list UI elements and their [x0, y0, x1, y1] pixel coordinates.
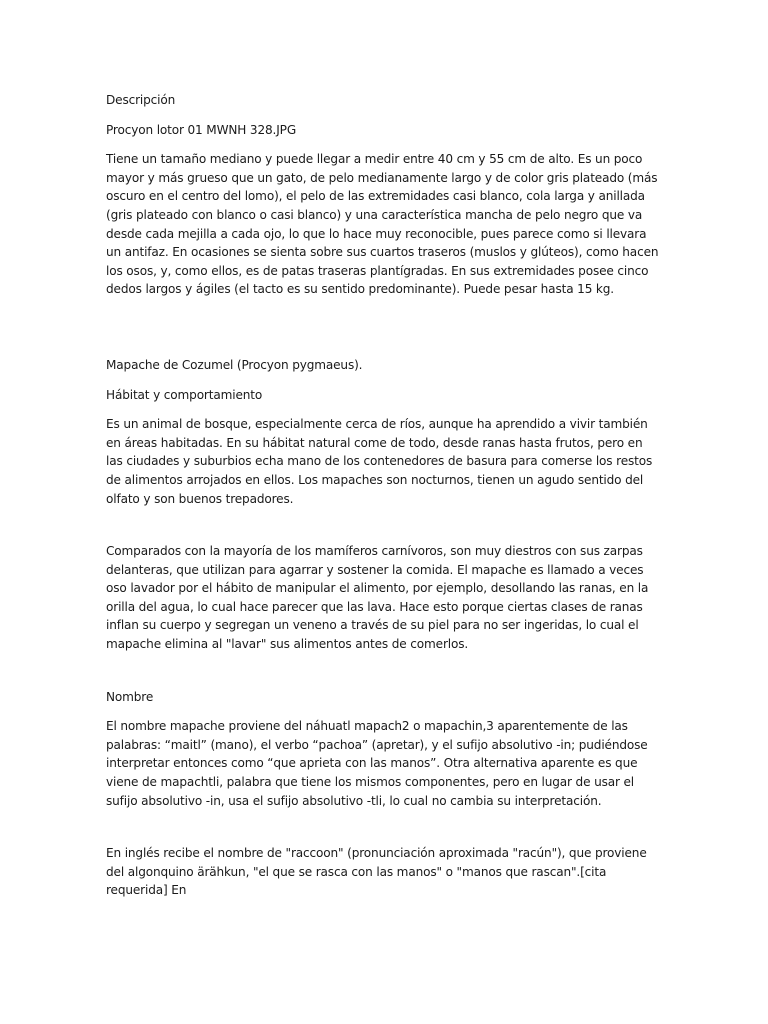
image-caption: Procyon lotor 01 MWNH 328.JPG: [106, 122, 297, 137]
heading-nombre: Nombre: [106, 689, 154, 704]
paragraph-behavior: Comparados con la mayoría de los mamíferos carnívoros, son muy diestros con sus zarpas delanteras, que utilizan para agarrar y sostener la comida. El mapache es llamado a veces oso lavador por el hábito de manipular el alimento, por ejemplo, desollando las ranas, en la orilla del agua, lo cual hace parecer que las lava. Hace esto porque ciertas clases de ranas inflan su cuerpo y segregan un veneno a través de su piel para no ser ingeridas, lo cual el mapache elimina al "lavar" sus alimentos antes de comerlos.: [106, 544, 649, 652]
paragraph-name-origin: El nombre mapache proviene del náhuatl mapach2 o mapachin,3 aparentemente de las palabras: “maitl” (mano), el verbo “pachoa” (apretar), y el sufijo absolutivo -in; pudiéndose interpretar entonces como “que aprieta con las manos”. Otra alternativa aparente es que viene de mapachtli, palabra que tiene los mismos componentes, pero en lugar de usar el sufijo absolutivo -in, usa el sufijo absolutivo -tli, lo cual no cambia su interpretación.: [106, 719, 648, 808]
heading-descripcion: Descripción: [106, 93, 176, 107]
image-caption-cozumel: Mapache de Cozumel (Procyon pygmaeus).: [106, 357, 363, 372]
paragraph-habitat: Es un animal de bosque, especialmente cerca de ríos, aunque ha aprendido a vivir también en áreas habitadas. En su hábitat natural come de todo, desde ranas hasta frutos, pero en las ciudades y suburbios echa mano de los contenedores de basura para comerse los restos de alimentos arrojados en ellos. Los mapaches son nocturnos, tienen un agudo sentido del olfato y son buenos trepadores.: [106, 417, 653, 506]
document-body: [106, 91, 662, 900]
paragraph-description: Tiene un tamaño mediano y puede llegar a medir entre 40 cm y 55 cm de alto. Es un poco mayor y más grueso que un gato, de pelo medianamente largo y de color gris plateado (más oscuro en el centro del lomo), el pelo de las extremidades casi blanco, cola larga y anillada (gris plateado con blanco o casi blanco) y una característica mancha de pelo negro que va desde cada mejilla a cada ojo, lo que lo hace muy reconocible, pues parece como si llevara un antifaz. En ocasiones se sienta sobre sus cuartos traseros (muslos y glúteos), como hacen los osos, y, como ellos, es de patas traseras plantígradas. En sus extremidades posee cinco dedos largos y ágiles (el tacto es su sentido predominante). Puede pesar hasta 15 kg.: [106, 152, 659, 297]
paragraph-english-name: En inglés recibe el nombre de "raccoon" (pronunciación aproximada "racún"), que proviene del algonquino ärähkun, "el que se rasca con las manos" o "manos que rascan".[cita requerida] En: [106, 846, 647, 898]
heading-habitat: Hábitat y comportamiento: [106, 387, 263, 402]
